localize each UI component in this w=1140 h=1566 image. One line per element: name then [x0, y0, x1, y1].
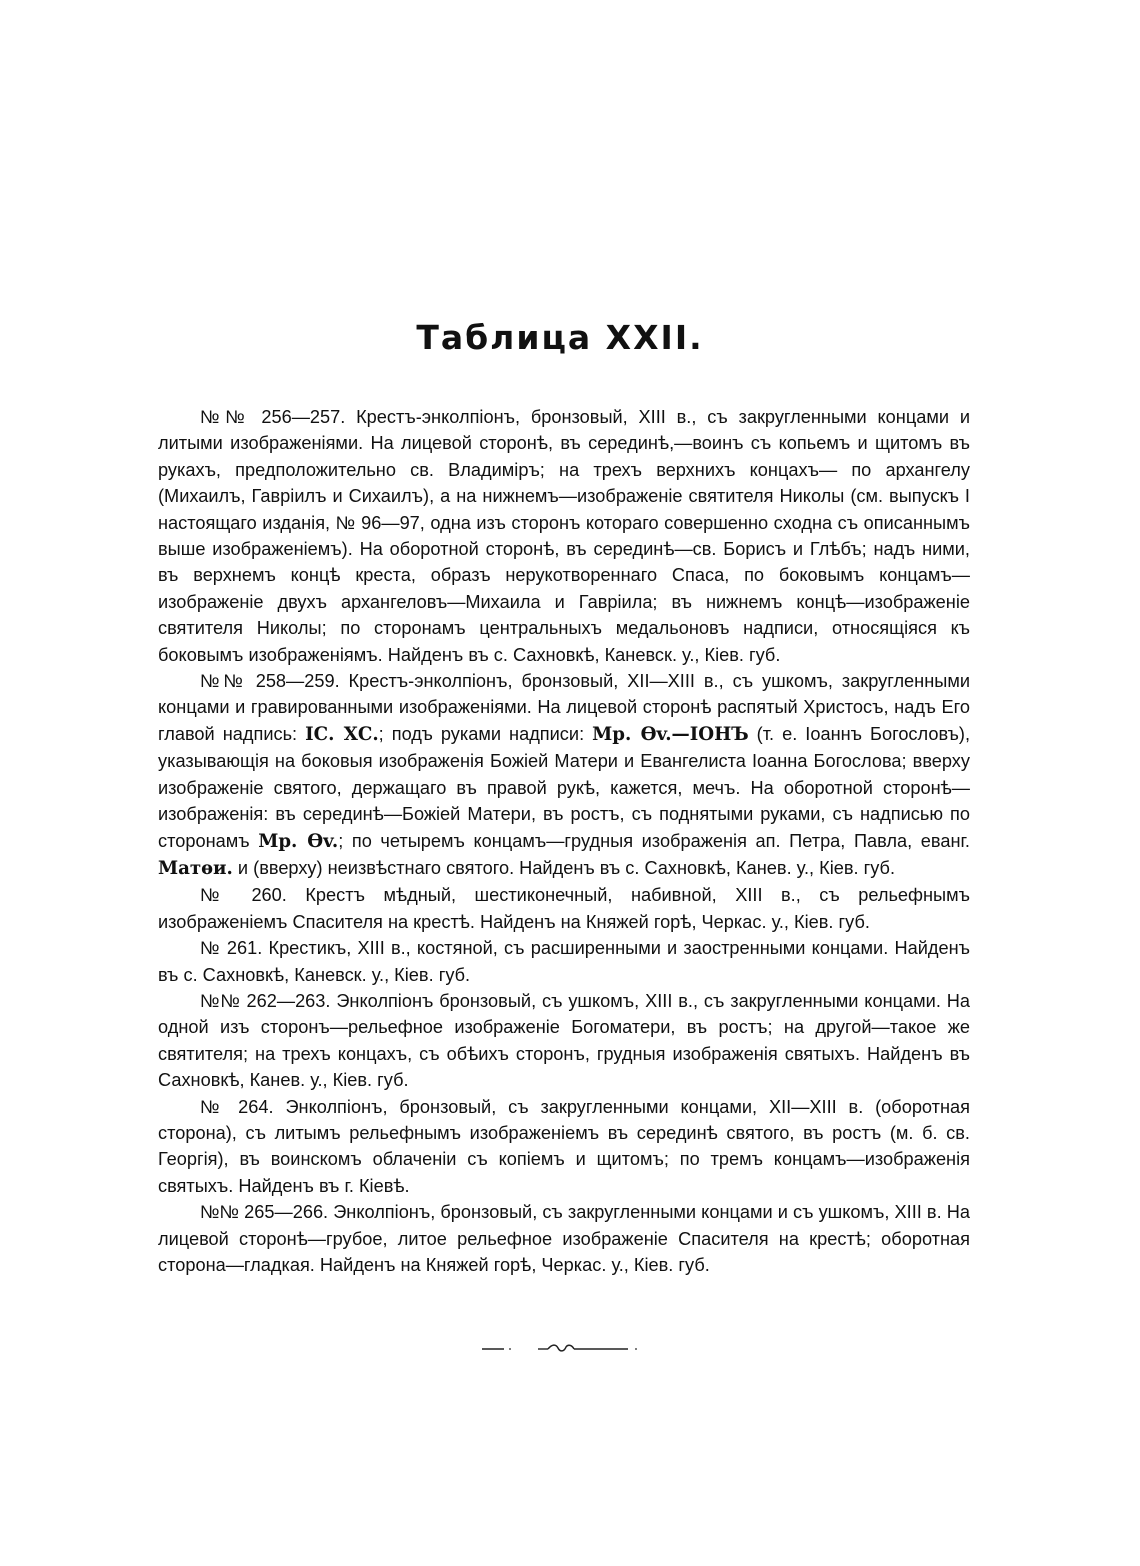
entry-258-259-text-1: №№ 258—259. Крестъ-энколпіонъ, бронзовый, XII—XIII в., съ ушкомъ, закругленными концами и гравированными изображеніями. На лицевой сторонѣ распятый Христосъ, надъ Его главой надпись:: [158, 671, 970, 744]
inscription-mr-thv: Мр. Ѳv.: [258, 830, 339, 852]
entry-258-259-text-3: (т. е. Іоаннъ Богословъ), указывающія на боковыя изображенія Божіей Матери и Евангелиста Іоанна Богослова; вверху изображеніе святого, держащаго въ правой рукѣ, кажется, мечъ. На оборотной сторонѣ—изображенія: въ серединѣ—Божіей Матери, въ ростъ, съ поднятыми руками, съ надписью по сторонамъ: [158, 723, 970, 851]
entry-258-259-text-2: ; подъ руками надписи:: [378, 723, 593, 744]
entry-260: № 260. Крестъ мѣдный, шестиконечный, набивной, XIII в., съ рельефнымъ изображеніемъ Спасителя на крестѣ. Найденъ на Княжей горѣ, Черкас. у., Кіев. губ.: [158, 885, 970, 932]
entry-258-259-text-5: и (вверху) неизвѣстнаго святого. Найденъ въ с. Сахновкѣ, Канев. у., Кіев. губ.: [232, 857, 896, 878]
entry-256-257: №№ 256—257. Крестъ-энколпіонъ, бронзовый, XIII в., съ закругленными концами и литыми изображеніями. На лицевой сторонѣ, въ серединѣ,—воинъ съ копьемъ и щитомъ въ рукахъ, предположительно св. Владиміръ; на трехъ верхнихъ концахъ— по архангелу (Михаилъ, Гавріилъ и Сихаилъ), а на нижнемъ—изображеніе святителя Николы (см. выпускъ I настоящаго изданія, № 96—97, одна изъ сторонъ котораго совершенно сходна съ описаннымъ выше изображеніемъ). На оборотной сторонѣ, въ серединѣ—св. Борисъ и Глѣбъ; надъ ними, въ верхнемъ концѣ креста, образъ нерукотвореннаго Спаса, по боковымъ концамъ—изображеніе двухъ архангеловъ—Михаила и Гавріила; въ нижнемъ концѣ—изображеніе святителя Николы; по сторонамъ центральныхъ медальоновъ надписи, относящіяся къ боковымъ изображеніямъ. Найденъ въ с. Сахновкѣ, Каневск. у., Кіев. губ.: [158, 407, 970, 665]
entry-258-259: [158, 668, 970, 882]
entry-262-263: №№ 262—263. Энколпіонъ бронзовый, съ ушкомъ, XIII в., съ закругленными концами. На одной изъ сторонъ—рельефное изображеніе Богоматери, въ ростъ; на другой—такое же святителя; на трехъ концахъ, съ обѣихъ сторонъ, грудныя изображенія святыхъ. Найденъ въ Сахновкѣ, Канев. у., Кіев. губ.: [158, 990, 970, 1091]
entry-258-259-text-4: ; по четыремъ концамъ—грудныя изображенія ап. Петра, Павла, еванг.: [338, 830, 970, 851]
catalog-entries: [158, 404, 970, 1278]
inscription-mr-thv-ion: Мр. Ѳv.—IОНЪ: [592, 723, 749, 745]
page-title: Таблица XXII.: [416, 318, 704, 357]
end-ornament: [480, 1342, 640, 1356]
inscription-ic-xc: IС. ХС.: [305, 723, 379, 745]
entry-265-266: №№ 265—266. Энколпіонъ, бронзовый, съ закругленными концами и съ ушкомъ, XIII в. На лицевой сторонѣ—грубое, литое рельефное изображеніе Спасителя на крестѣ; оборотная сторона—гладкая. Найденъ на Княжей горѣ, Черкас. у., Кіев. губ.: [158, 1202, 970, 1275]
inscription-matthei: Матѳи.: [158, 857, 233, 879]
entry-264: № 264. Энколпіонъ, бронзовый, съ закругленными концами, XII—XIII в. (оборотная сторона), съ литымъ рельефнымъ изображеніемъ въ серединѣ святого, въ ростъ (м. б. св. Георгія), въ воинскомъ облаченіи съ копіемъ и щитомъ; по тремъ концамъ—изображенія святыхъ. Найденъ въ г. Кіевѣ.: [158, 1096, 970, 1196]
entry-261: № 261. Крестикъ, XIII в., костяной, съ расширенными и заостренными концами. Найденъ въ с. Сахновкѣ, Каневск. у., Кіев. губ.: [158, 938, 970, 985]
